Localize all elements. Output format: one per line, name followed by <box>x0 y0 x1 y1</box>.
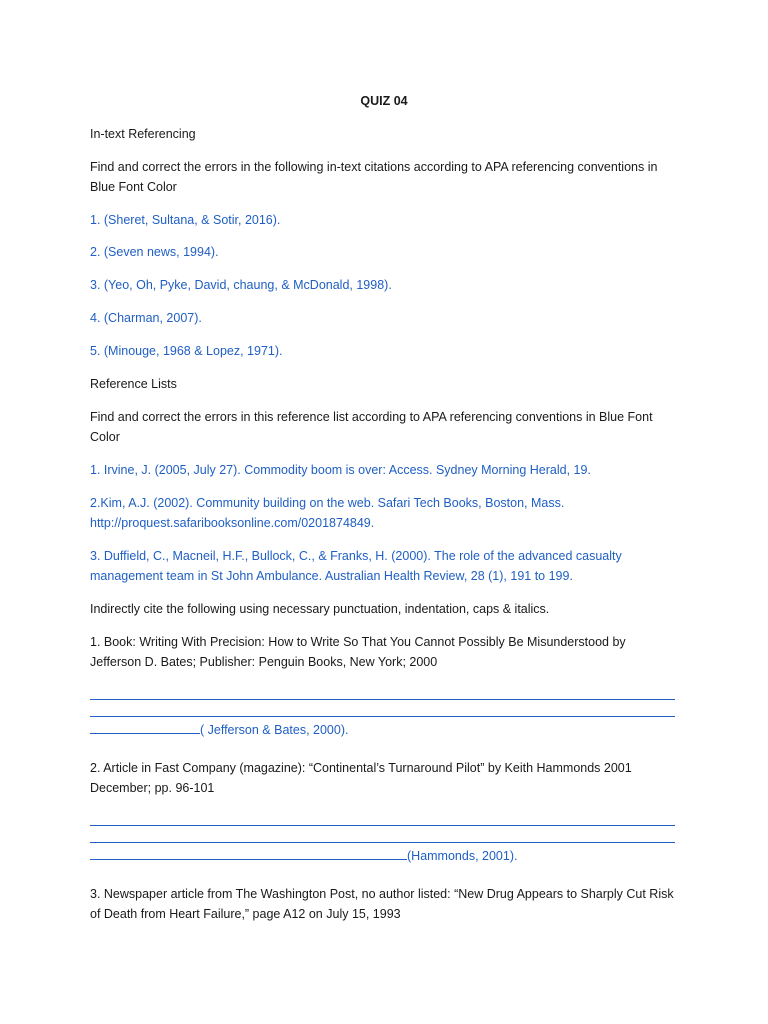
section-instruction-indirect-cite: Indirectly cite the following using necessary punctuation, indentation, caps & italics. <box>90 602 550 616</box>
reference-item-3: 3. Duffield, C., Macneil, H.F., Bullock, C., & Franks, H. (2000). The role of the advanced casualty management team in St John Ambulance. Australian Health Review, 28 (1), 191 to 199. <box>90 549 622 583</box>
question-2-prompt: 2. Article in Fast Company (magazine): “Continental’s Turnaround Pilot” by Keith Hammonds 2001 December; pp. 96-101 <box>90 761 632 795</box>
reference-item-1: 1. Irvine, J. (2005, July 27). Commodity boom is over: Access. Sydney Morning Herald, 19. <box>90 463 591 477</box>
question-3-prompt: 3. Newspaper article from The Washington Post, no author listed: “New Drug Appears to Sharply Cut Risk of Death from Heart Failure,” page A12 on July 15, 1993 <box>90 887 674 921</box>
quiz-title: QUIZ 04 <box>360 94 408 108</box>
answer-block-2 <box>90 813 680 864</box>
answer-block-1 <box>90 687 680 738</box>
answer-rule-line <box>90 704 680 721</box>
question-1-prompt: 1. Book: Writing With Precision: How to Write So That You Cannot Possibly Be Misunderstood by Jefferson D. Bates; Publisher: Penguin Books, New York; 2000 <box>90 635 626 669</box>
citation-item-2: 2. (Seven news, 1994). <box>90 245 219 259</box>
answer-rule-line <box>90 687 680 704</box>
citation-item-1: 1. (Sheret, Sultana, & Sotir, 2016). <box>90 213 281 227</box>
section-instruction-in-text: Find and correct the errors in the following in-text citations according to APA referencing conventions in Blue Font Color <box>90 160 658 194</box>
answer-rule-line <box>90 830 680 847</box>
section-instruction-reference-lists: Find and correct the errors in this reference list according to APA referencing conventions in Blue Font Color <box>90 410 653 444</box>
citation-item-3: 3. (Yeo, Oh, Pyke, David, chaung, & McDonald, 1998). <box>90 278 392 292</box>
section-heading-reference-lists: Reference Lists <box>90 377 177 391</box>
answer-rule-line <box>90 813 680 830</box>
reference-item-2: 2.Kim, A.J. (2002). Community building on the web. Safari Tech Books, Boston, Mass. http://proquest.safaribooksonline.com/0201874849. <box>90 496 565 530</box>
answer-2-citation: (Hammonds, 2001). <box>407 849 518 863</box>
answer-final-line <box>90 721 680 738</box>
section-heading-in-text: In-text Referencing <box>90 127 196 141</box>
citation-item-5: 5. (Minouge, 1968 & Lopez, 1971). <box>90 344 283 358</box>
citation-item-4: 4. (Charman, 2007). <box>90 311 202 325</box>
answer-1-citation: ( Jefferson & Bates, 2000). <box>200 723 349 737</box>
answer-final-line <box>90 847 680 864</box>
